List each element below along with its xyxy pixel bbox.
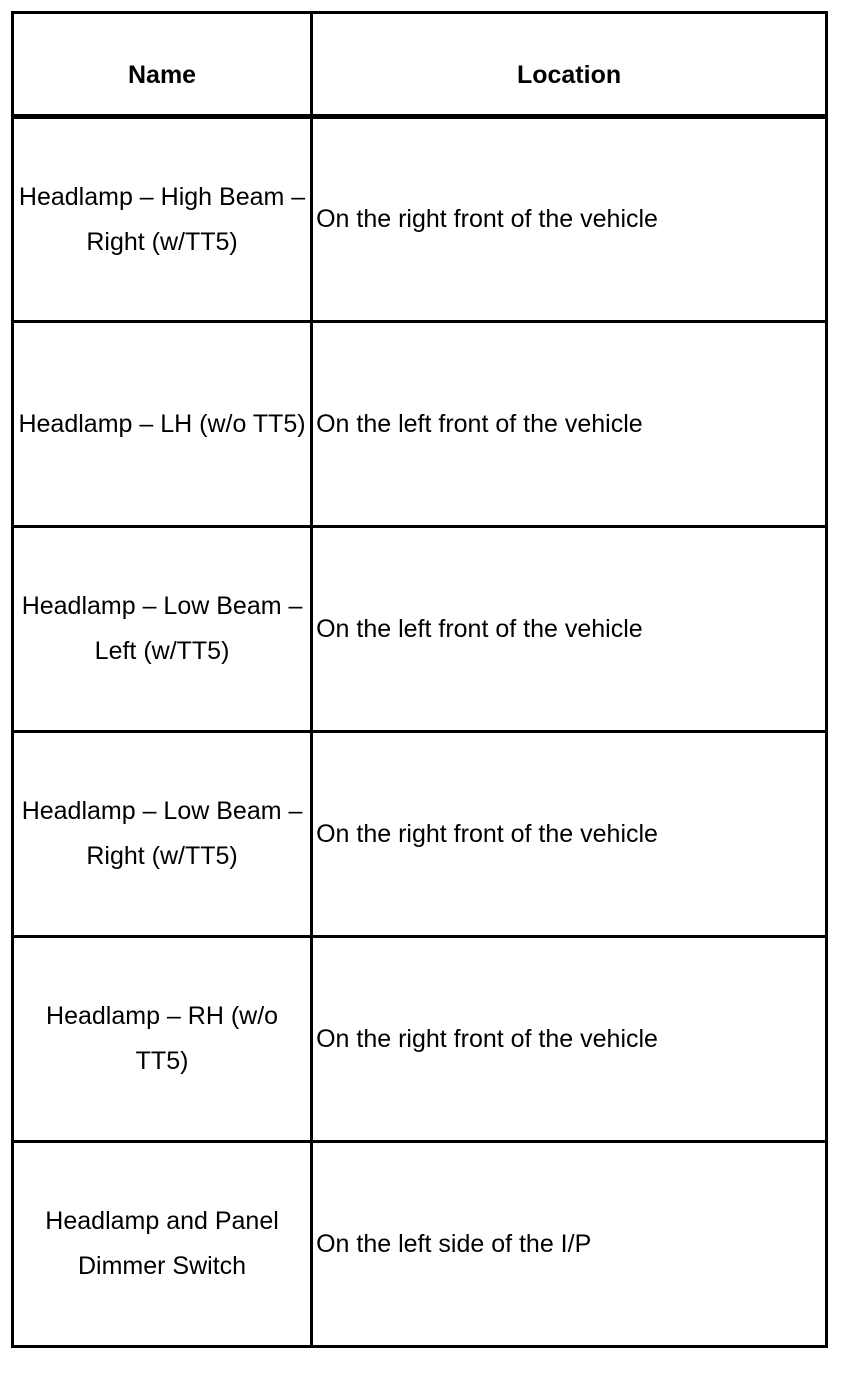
location-cell: On the right front of the vehicle — [312, 937, 827, 1142]
name-cell — [13, 1142, 312, 1347]
name-cell — [13, 322, 312, 527]
name-cell — [13, 527, 312, 732]
component-location-table — [11, 11, 828, 1348]
table-row — [13, 117, 827, 322]
header-name: Name — [13, 13, 312, 117]
table-header — [13, 13, 827, 117]
name-text: Headlamp – Low Beam – Right (w/TT5) — [21, 797, 303, 870]
table-row — [13, 527, 827, 732]
location-cell: On the left front of the vehicle — [312, 527, 827, 732]
name-cell — [13, 732, 312, 937]
location-cell: On the left front of the vehicle — [312, 322, 827, 527]
location-cell: On the right front of the vehicle — [312, 732, 827, 937]
name-text: Headlamp – Low Beam – Left (w/TT5) — [21, 592, 303, 665]
name-text: Headlamp – High Beam – Right (w/TT5) — [18, 182, 306, 256]
table-row — [13, 1142, 827, 1347]
name-cell — [13, 937, 312, 1142]
table-row — [13, 732, 827, 937]
table-row — [13, 322, 827, 527]
header-row — [13, 13, 827, 117]
location-cell: On the left side of the I/P — [312, 1142, 827, 1347]
location-cell: On the right front of the vehicle — [312, 117, 827, 322]
name-cell — [13, 117, 312, 322]
header-location: Location — [312, 13, 827, 117]
table-body — [13, 117, 827, 1347]
name-text: Headlamp – RH (w/o TT5) — [46, 1002, 279, 1075]
table-row — [13, 937, 827, 1142]
name-text: Headlamp – LH (w/o TT5) — [18, 409, 306, 438]
name-text: Headlamp and Panel Dimmer Switch — [45, 1207, 279, 1280]
